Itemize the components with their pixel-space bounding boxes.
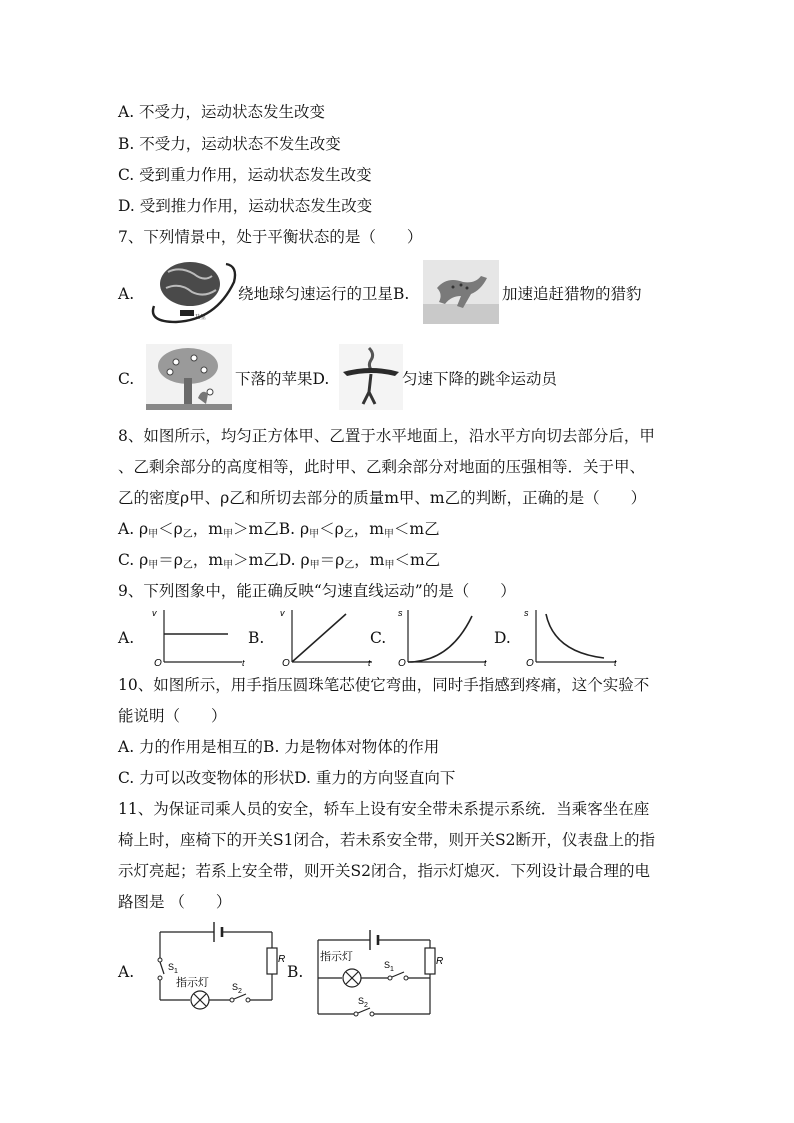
circuit-a-s2-label: $S_2$: [232, 982, 242, 995]
q8-ab-text: A. ρ: [118, 520, 149, 538]
q8-stem-line3: 乙的密度ρ甲、ρ乙和所切去部分的质量m甲、m乙的判断，正确的是（ ）: [118, 489, 647, 507]
q8-ab-text: ，m: [192, 520, 223, 538]
graph-c-origin: O: [398, 658, 406, 668]
q8-stem-line2: 、乙剩余部分的高度相等，此时甲、乙剩余部分对地面的压强相等．关于甲、: [118, 458, 646, 476]
graph-a-t-axis: t: [242, 658, 245, 668]
q10-stem-line1: 10、如图所示，用手指压圆珠笔芯使它弯曲，同时手指感到疼痛，这个实验不: [118, 676, 650, 694]
q9-d-label: D.: [494, 629, 511, 647]
graph-c-st-curve: [396, 606, 492, 668]
graph-d-origin: O: [526, 658, 534, 668]
circuit-b-s2-label: $S_2$: [358, 996, 368, 1009]
graph-d-s-axis: s: [524, 608, 529, 618]
q8-cd-sub: 甲: [148, 560, 159, 571]
q11-stem-line4: 路图是 （ ）: [118, 893, 232, 911]
q10-options-ab: A. 力的作用是相互的B. 力是物体对物体的作用: [118, 738, 440, 756]
q8-cd-text: ，m: [354, 551, 385, 569]
graph-d-st-decreasing: [520, 606, 620, 668]
satellite-label: 卫星: [194, 315, 207, 321]
q8-options-ab: [118, 519, 440, 545]
q7-a-text: 绕地球匀速运行的卫星B.: [238, 285, 410, 303]
circuit-b-r-label: R: [436, 956, 444, 967]
q11-a-label: A.: [118, 963, 135, 981]
q11-stem-line1: 11、为保证司乘人员的安全，轿车上设有安全带未系提示系统．当乘客坐在座: [118, 800, 650, 818]
q8-ab-text: ，m: [353, 520, 384, 538]
q9-a-label: A.: [118, 629, 135, 647]
q8-ab-sub: 甲: [383, 529, 394, 540]
q8-cd-sub: 甲: [384, 560, 395, 571]
q8-cd-text: C. ρ: [118, 551, 149, 569]
q9-b-label: B.: [248, 629, 265, 647]
q10-options-cd: C. 力可以改变物体的形状D. 重力的方向竖直向下: [118, 769, 456, 787]
q8-cd-sub: 乙: [344, 560, 355, 571]
q8-cd-text: ＝ρ: [319, 551, 345, 569]
q6-option-a: A. 不受力，运动状态发生改变: [118, 103, 326, 121]
q8-ab-sub: 甲: [148, 529, 159, 540]
q6-option-c: C. 受到重力作用，运动状态发生改变: [118, 166, 372, 184]
q8-ab-text: ＞m乙B. ρ: [233, 520, 310, 538]
q8-ab-sub: 甲: [223, 529, 233, 540]
q11-b-label: B.: [287, 963, 304, 981]
cheetah-figure: [423, 260, 499, 324]
graph-b-origin: O: [282, 658, 290, 668]
graph-a-origin: O: [154, 658, 162, 668]
q9-c-label: C.: [370, 629, 387, 647]
graph-b-t-axis: t: [368, 658, 371, 668]
q7-c-label: C.: [118, 370, 135, 388]
circuit-b-lamp-label: 指示灯: [320, 951, 353, 963]
graph-d-t-axis: t: [614, 658, 617, 668]
q10-stem-line2: 能说明（ ）: [118, 707, 227, 725]
q8-cd-sub: 甲: [223, 560, 234, 571]
q8-cd-text: ＝ρ: [158, 551, 183, 569]
q8-cd-text: ＜m乙: [394, 551, 441, 569]
q7-d-text: 匀速下降的跳伞运动员: [402, 370, 558, 388]
graph-c-s-axis: s: [398, 608, 403, 618]
circuit-a-lamp-label: 指示灯: [176, 977, 209, 989]
circuit-a-r-label: R: [278, 954, 286, 965]
apple-tree-figure: [146, 344, 232, 410]
circuit-b-s1-label: $S_1$: [384, 960, 394, 973]
q8-ab-sub: 乙: [343, 529, 354, 540]
q8-ab-text: ＜m乙: [393, 520, 440, 538]
q8-cd-sub: 甲: [309, 560, 320, 571]
q7-a-label: A.: [118, 285, 135, 303]
q7-stem: 7、下列情景中，处于平衡状态的是（ ）: [118, 228, 423, 246]
circuit-a: [150, 920, 288, 1020]
q7-b-text: 加速追赶猎物的猎豹: [502, 285, 642, 303]
graph-b-v-axis: v: [280, 608, 285, 618]
graph-a-v-axis: v: [152, 608, 157, 618]
q9-stem: 9、下列图象中，能正确反映“匀速直线运动”的是（ ）: [118, 582, 516, 600]
q11-stem-line3: 示灯亮起；若系上安全带，则开关S2闭合，指示灯熄灭．下列设计最合理的电: [118, 862, 650, 880]
q8-cd-sub: 乙: [182, 560, 193, 571]
q8-ab-sub: 甲: [309, 529, 320, 540]
q8-ab-text: ＜ρ: [319, 520, 344, 538]
parachutist-figure: [339, 344, 403, 410]
q8-ab-sub: 乙: [182, 529, 193, 540]
q7-c-text: 下落的苹果D.: [235, 370, 330, 388]
q8-stem-line1: 8、如图所示，均匀正方体甲、乙置于水平地面上，沿水平方向切去部分后，甲: [118, 427, 655, 445]
graph-a-vt-constant: [148, 606, 248, 668]
graph-b-vt-linear: [280, 606, 376, 668]
satellite-figure: [146, 258, 238, 328]
circuit-a-s1-label: $S_1$: [168, 962, 178, 975]
q8-cd-text: ，m: [192, 551, 224, 569]
graph-c-t-axis: t: [484, 658, 487, 668]
q6-option-b: B. 不受力，运动状态不发生改变: [118, 135, 341, 153]
q8-options-cd: [118, 550, 440, 576]
q8-ab-text: ＜ρ: [158, 520, 183, 538]
q8-cd-text: ＞m乙D. ρ: [233, 551, 310, 569]
q6-option-d: D. 受到推力作用，运动状态发生改变: [118, 197, 373, 215]
circuit-b: [310, 926, 450, 1024]
q11-stem-line2: 椅上时，座椅下的开关S1闭合，若未系安全带，则开关S2断开，仪表盘上的指: [118, 831, 655, 849]
